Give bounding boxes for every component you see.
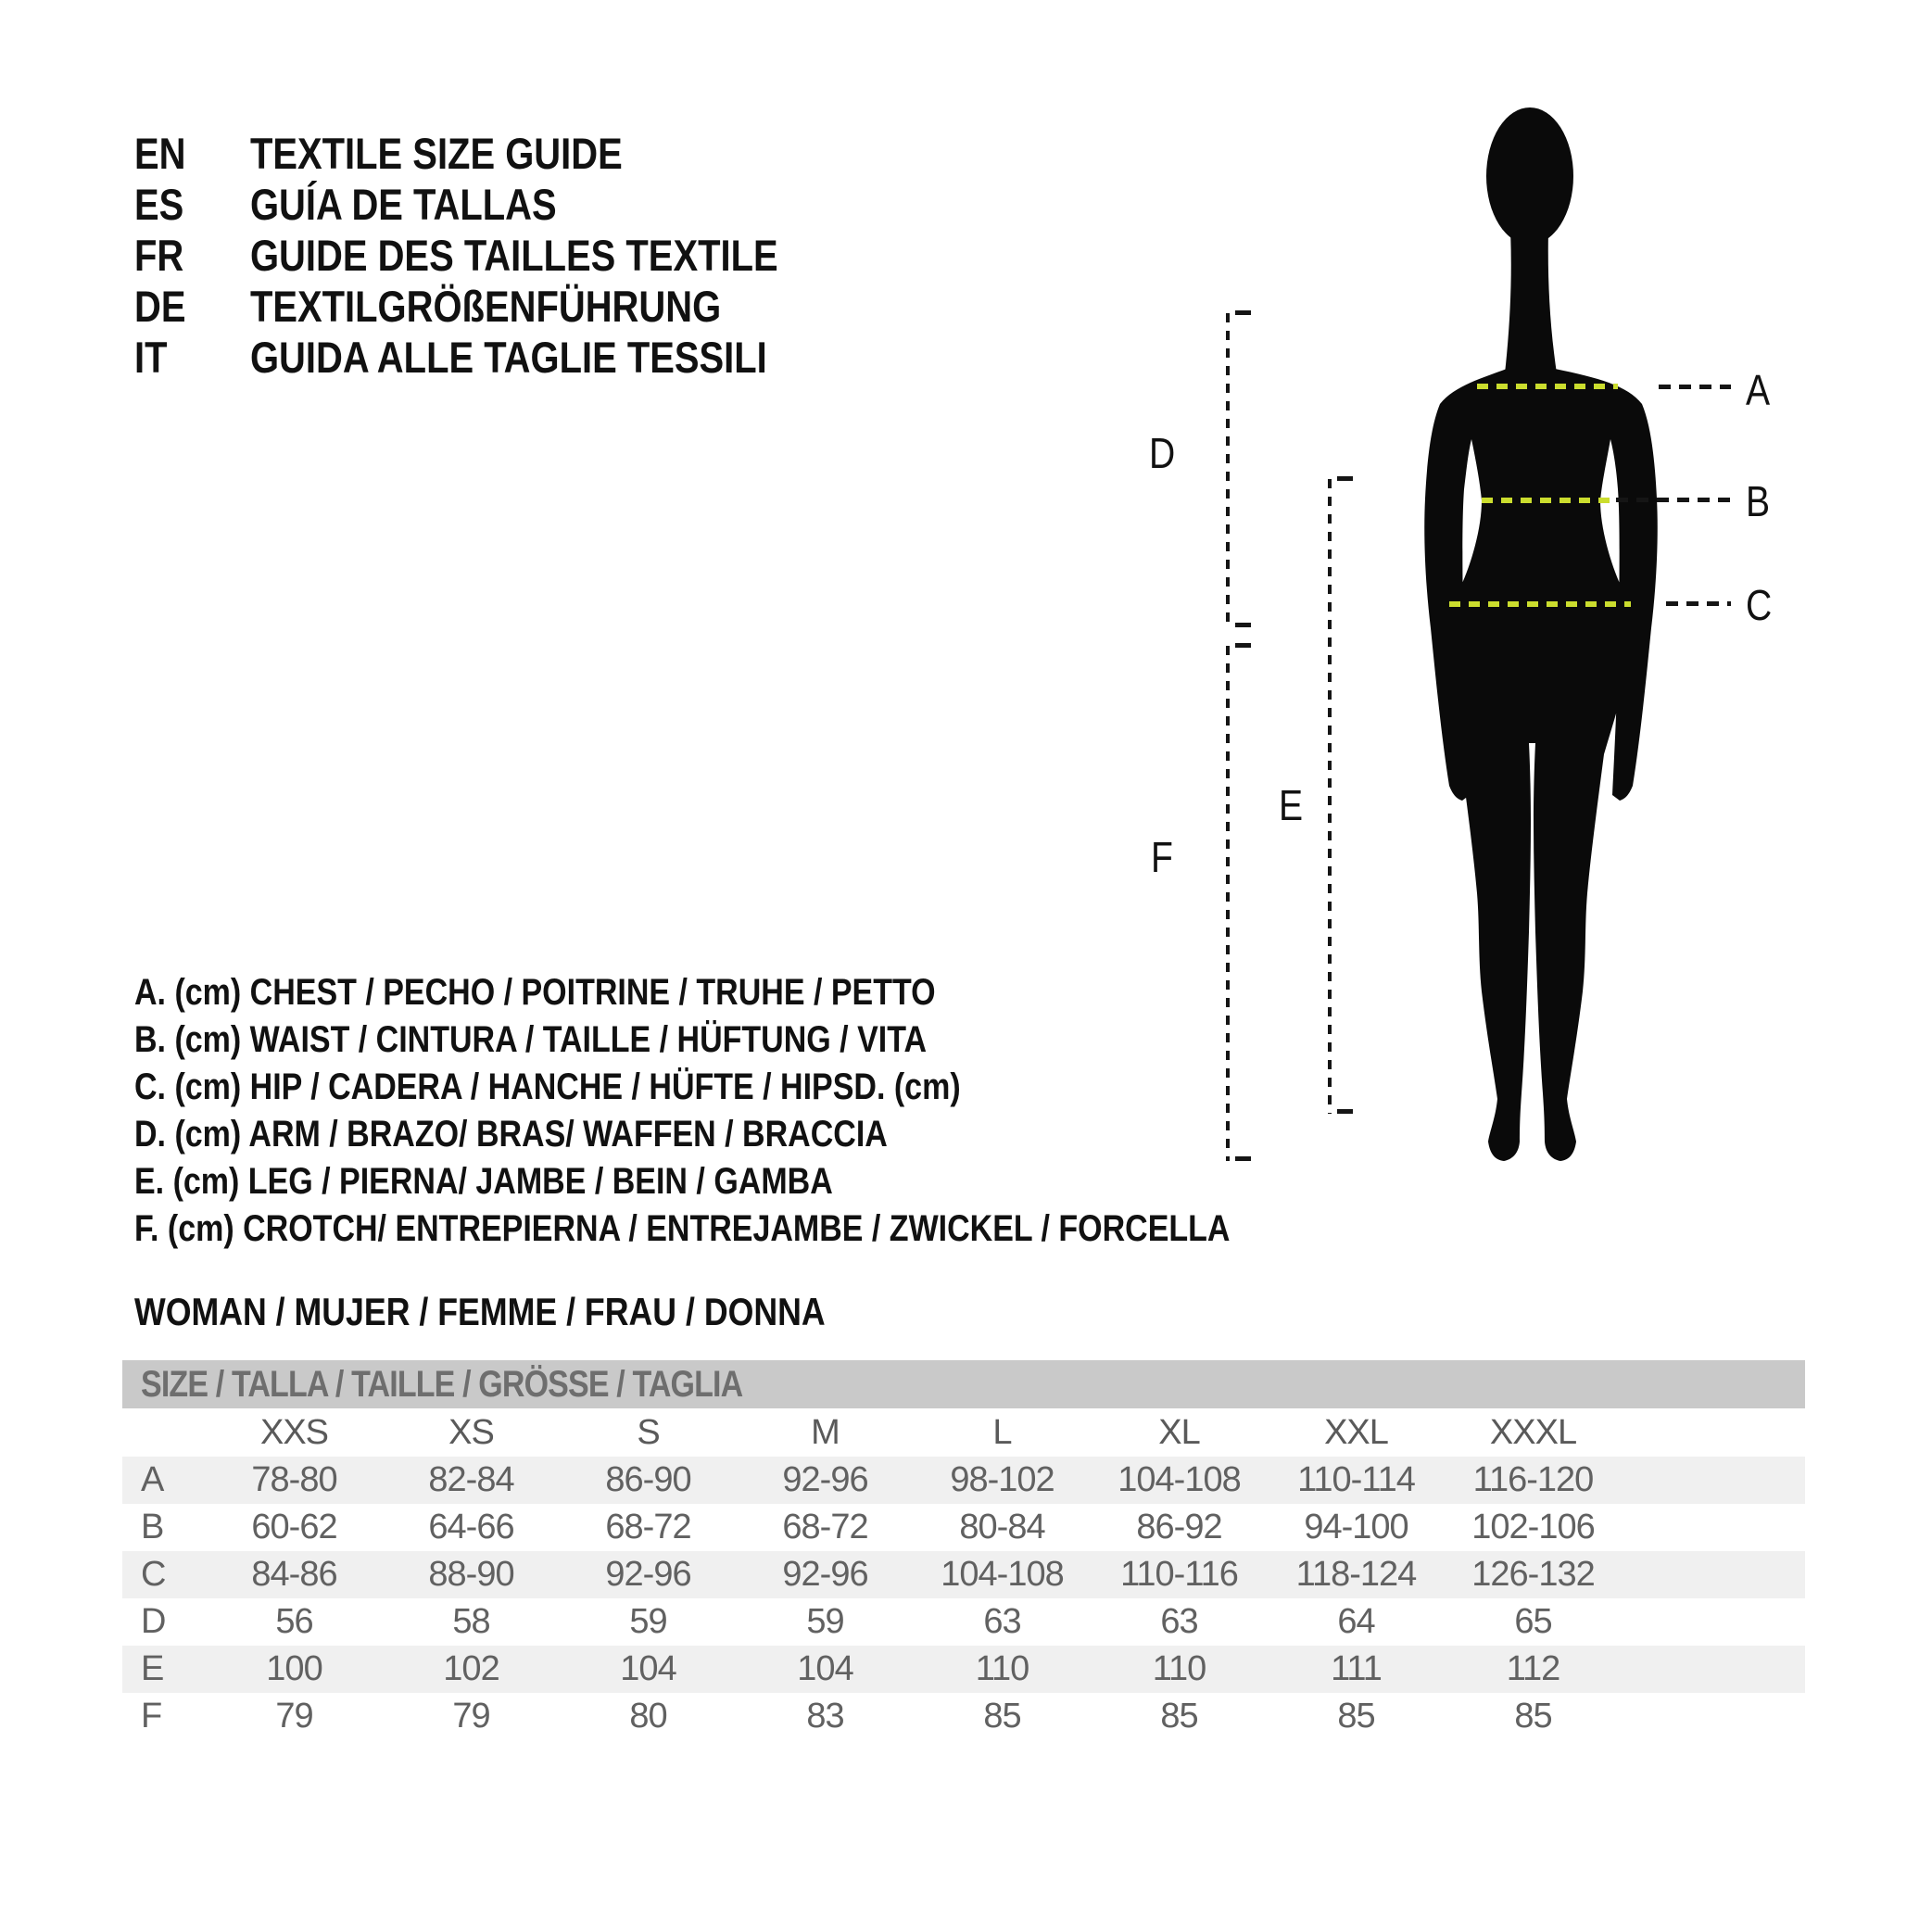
size-table	[122, 1360, 1805, 1740]
cell: 126-132	[1445, 1551, 1622, 1598]
cell: 64-66	[428, 1508, 514, 1546]
cell: 65	[1514, 1602, 1552, 1641]
cell: 92-96	[560, 1551, 737, 1598]
chest-measure-dashes	[1477, 384, 1618, 389]
marker-label-waist: B	[1746, 477, 1771, 525]
silhouette-body	[1424, 369, 1658, 1161]
cell: 85	[1514, 1697, 1552, 1735]
size-col-xs: XS	[448, 1412, 494, 1452]
cell: 110-114	[1268, 1457, 1445, 1504]
row-label: B	[141, 1508, 164, 1546]
cell: 85	[1337, 1697, 1375, 1735]
cell: 111	[1268, 1646, 1445, 1693]
chest-leader-line	[1659, 385, 1731, 389]
table-row-chest	[122, 1457, 1805, 1504]
cell: 68-72	[605, 1508, 691, 1546]
cell: 112	[1445, 1646, 1622, 1693]
table-row-leg	[122, 1646, 1805, 1693]
guide-title: GUIDE DES TAILLES TEXTILE	[249, 231, 778, 280]
waist-leader-line	[1616, 498, 1731, 502]
legend-line-crotch: F. (cm) CROTCH/ ENTREPIERNA / ENTREJAMBE / ZWICKEL / FORCELLA	[134, 1208, 1231, 1249]
cell: 64	[1337, 1602, 1375, 1641]
cell: 68-72	[782, 1508, 868, 1546]
cell: 82-84	[383, 1457, 560, 1504]
cell: 79	[452, 1697, 490, 1735]
cell: 63	[983, 1602, 1021, 1641]
legend-line-chest: A. (cm) CHEST / PECHO / POITRINE / TRUHE / PETTO	[134, 972, 936, 1013]
woman-silhouette	[1390, 100, 1668, 1166]
language-row	[134, 128, 778, 179]
language-row	[134, 332, 778, 383]
cell: 110	[1091, 1646, 1268, 1693]
cell: 85	[983, 1697, 1021, 1735]
silhouette-neck	[1505, 230, 1557, 373]
row-label: A	[122, 1457, 206, 1504]
language-code: EN	[134, 129, 186, 178]
crotch-line-top-tick	[1235, 643, 1251, 648]
legend-line-hip: C. (cm) HIP / CADERA / HANCHE / HÜFTE / HIPSD. (cm)	[134, 1066, 961, 1107]
arm-measure-line	[1226, 313, 1230, 627]
marker-label-leg: E	[1279, 781, 1304, 829]
cell: 118-124	[1268, 1551, 1445, 1598]
cell: 100	[206, 1646, 383, 1693]
arm-line-top-tick	[1235, 310, 1251, 315]
table-row-waist	[122, 1504, 1805, 1551]
cell: 110	[914, 1646, 1091, 1693]
size-table-title: SIZE / TALLA / TAILLE / GRÖSSE / TAGLIA	[141, 1363, 743, 1405]
cell: 79	[275, 1697, 313, 1735]
row-label: C	[122, 1551, 206, 1598]
cell: 116-120	[1445, 1457, 1622, 1504]
size-table-header-bar	[122, 1360, 1805, 1408]
cell: 58	[452, 1602, 490, 1641]
language-title-list	[134, 128, 891, 383]
cell: 104-108	[914, 1551, 1091, 1598]
cell: 80	[629, 1697, 667, 1735]
cell: 78-80	[206, 1457, 383, 1504]
hip-leader-line	[1666, 601, 1731, 606]
language-code: IT	[134, 333, 168, 382]
filler-cell	[1622, 1693, 1805, 1740]
legend-line-arm: D. (cm) ARM / BRAZO/ BRAS/ WAFFEN / BRACCIA	[134, 1114, 888, 1155]
size-col-l: L	[992, 1412, 1012, 1452]
language-row	[134, 281, 778, 332]
language-code: DE	[134, 282, 186, 331]
cell: 86-92	[1136, 1508, 1222, 1546]
cell: 84-86	[206, 1551, 383, 1598]
size-col-xxs: XXS	[259, 1412, 329, 1452]
cell: 86-90	[560, 1457, 737, 1504]
silhouette-head	[1486, 107, 1573, 245]
cell: 88-90	[383, 1551, 560, 1598]
legend-line-waist: B. (cm) WAIST / CINTURA / TAILLE / HÜFTUNG / VITA	[134, 1019, 928, 1060]
gender-heading: WOMAN / MUJER / FEMME / FRAU / DONNA	[134, 1290, 826, 1333]
filler-cell	[1622, 1551, 1805, 1598]
table-row-crotch	[122, 1693, 1805, 1740]
marker-label-chest: A	[1746, 366, 1771, 414]
measurement-legend	[134, 969, 1423, 1253]
row-label: D	[141, 1602, 166, 1641]
table-row-hip	[122, 1551, 1805, 1598]
cell: 110-116	[1091, 1551, 1268, 1598]
language-code: ES	[134, 180, 184, 229]
size-col-xl: XL	[1158, 1412, 1200, 1452]
leg-line-top-tick	[1337, 476, 1353, 481]
language-row	[134, 230, 778, 281]
marker-label-crotch: F	[1151, 833, 1173, 881]
cell: 98-102	[914, 1457, 1091, 1504]
cell: 104-108	[1091, 1457, 1268, 1504]
cell: 94-100	[1304, 1508, 1408, 1546]
filler-cell	[1622, 1457, 1805, 1504]
filler-cell	[1622, 1646, 1805, 1693]
cell: 80-84	[959, 1508, 1045, 1546]
cell: 104	[737, 1646, 914, 1693]
filler-cell	[1622, 1598, 1805, 1646]
cell: 92-96	[737, 1551, 914, 1598]
cell: 56	[275, 1602, 313, 1641]
size-col-xxxl: XXXL	[1489, 1412, 1577, 1452]
filler-cell	[1622, 1504, 1805, 1551]
cell: 92-96	[737, 1457, 914, 1504]
size-col-s: S	[637, 1412, 660, 1452]
guide-title: GUÍA DE TALLAS	[249, 180, 557, 229]
filler-cell	[1622, 1408, 1805, 1457]
cell: 59	[629, 1602, 667, 1641]
cell: 59	[806, 1602, 844, 1641]
marker-label-arm: D	[1149, 429, 1176, 477]
cell: 104	[560, 1646, 737, 1693]
row-label: E	[122, 1646, 206, 1693]
hip-measure-dashes	[1449, 601, 1631, 607]
cell: 83	[806, 1697, 844, 1735]
table-row-arm	[122, 1598, 1805, 1646]
guide-title: TEXTILGRÖßENFÜHRUNG	[249, 282, 722, 331]
size-col-xxl: XXL	[1324, 1412, 1388, 1452]
size-col-m: M	[811, 1412, 840, 1452]
guide-title: GUIDA ALLE TAGLIE TESSILI	[249, 333, 767, 382]
corner-cell	[122, 1408, 206, 1457]
row-label: F	[141, 1697, 162, 1735]
arm-line-bottom-tick	[1235, 623, 1251, 627]
size-columns-row	[122, 1408, 1805, 1457]
legend-line-leg: E. (cm) LEG / PIERNA/ JAMBE / BEIN / GAMBA	[134, 1161, 833, 1202]
cell: 85	[1160, 1697, 1198, 1735]
waist-measure-dashes	[1482, 498, 1610, 503]
cell: 63	[1160, 1602, 1198, 1641]
language-code: FR	[134, 231, 184, 280]
marker-label-hip: C	[1746, 581, 1773, 629]
cell: 60-62	[251, 1508, 337, 1546]
guide-title: TEXTILE SIZE GUIDE	[249, 129, 623, 178]
language-row	[134, 179, 778, 230]
cell: 102-106	[1471, 1508, 1595, 1546]
cell: 102	[383, 1646, 560, 1693]
